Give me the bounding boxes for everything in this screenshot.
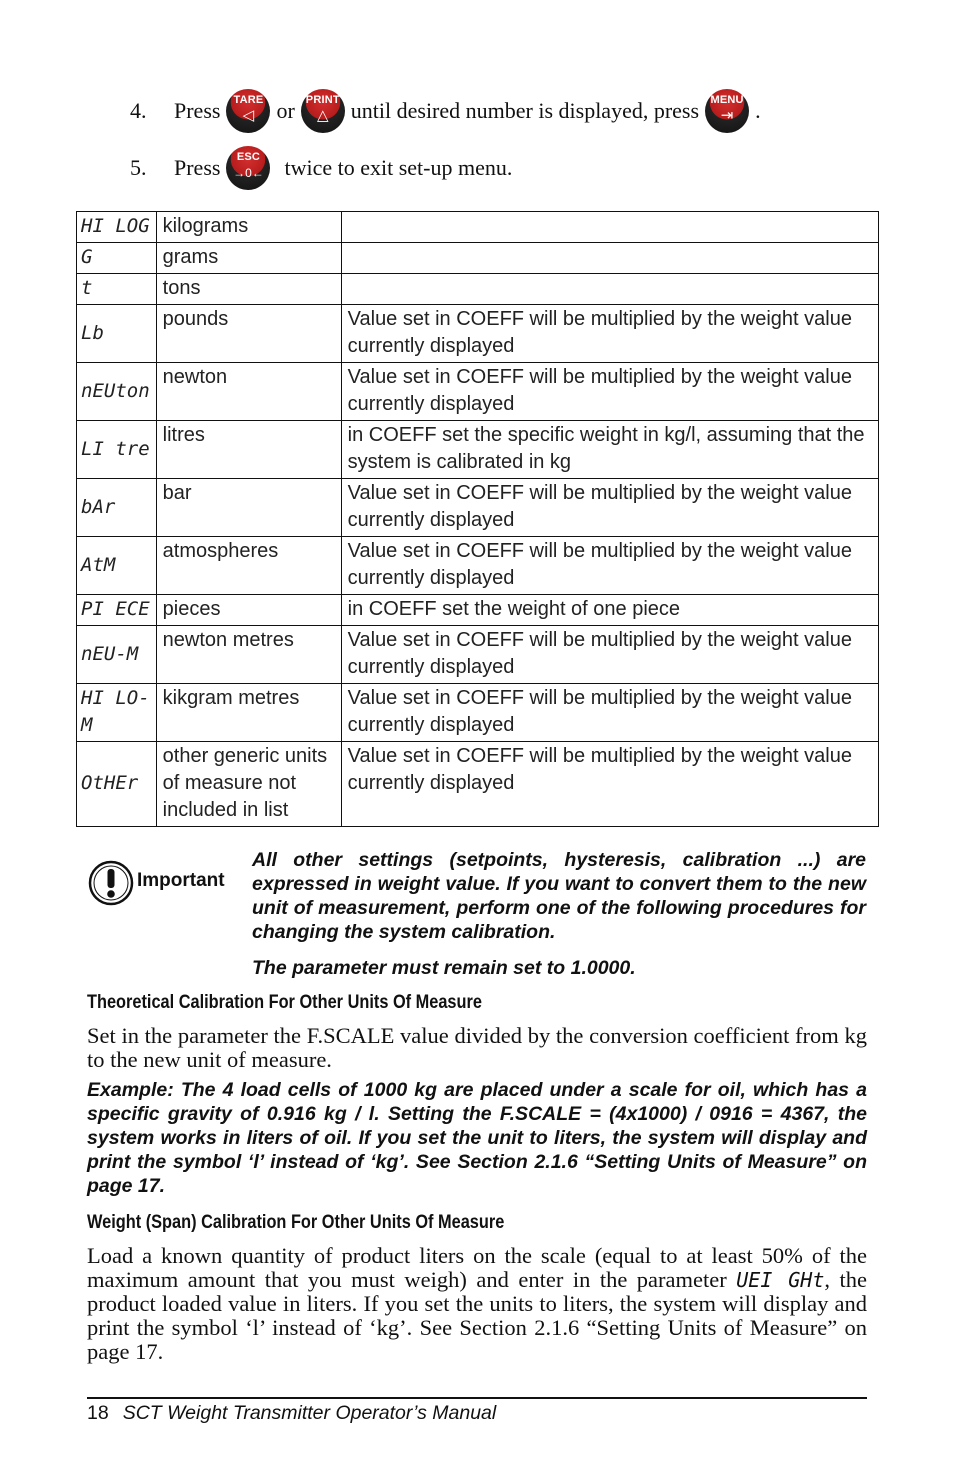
table-row <box>77 742 879 827</box>
important-text: All other settings (setpoints, hysteresis, calibration ...) are expressed in weight value. If you want to convert them to the new unit of measurement, perform one of the following procedures for changing the system calibration. <box>252 849 866 943</box>
units-table <box>76 211 879 827</box>
display-code: HI LOG <box>77 212 157 243</box>
section-body: Load a known quantity of product liters on the scale (equal to at least 50% of the maximum amount that you must weigh) and enter in the parameter UEI GHt, the product loaded value in liters. If you set the units to liters, the system will display and print the symbol ‘l’ instead of ‘kg’. See Section 2.1.6 “Setting Units of Measure” on page 17. <box>87 1243 867 1364</box>
unit-description: Value set in COEFF will be multiplied by the weight value currently displayed <box>341 363 878 421</box>
important-label: Important <box>137 870 225 891</box>
unit-name: other generic units of measure not included in list <box>156 742 341 827</box>
step-text: . <box>755 98 761 123</box>
unit-name: pounds <box>156 305 341 363</box>
unit-name: pieces <box>156 595 341 626</box>
tare-key-icon: TARE ◁ <box>226 89 270 133</box>
unit-description: in COEFF set the weight of one piece <box>341 595 878 626</box>
table-row <box>77 363 879 421</box>
step-number: 5. <box>130 155 147 180</box>
unit-name: grams <box>156 243 341 274</box>
footer-divider <box>87 1397 867 1399</box>
unit-name: tons <box>156 274 341 305</box>
print-key-icon: PRINT △ <box>301 89 345 133</box>
table-row <box>77 274 879 305</box>
menu-key-icon: MENU ⇥ <box>705 89 749 133</box>
unit-name: bar <box>156 479 341 537</box>
unit-description: Value set in COEFF will be multiplied by the weight value currently displayed <box>341 626 878 684</box>
table-row <box>77 305 879 363</box>
display-code: Lb <box>77 305 157 363</box>
step-4 <box>130 89 761 133</box>
display-code: t <box>77 274 157 305</box>
page-number: 18 <box>87 1402 109 1424</box>
section-body: Set in the parameter the F.SCALE value divided by the conversion coefficient from kg to the new unit of measure. <box>87 1023 867 1072</box>
section-heading: Theoretical Calibration For Other Units Of Measure <box>87 992 482 1013</box>
table-row <box>77 421 879 479</box>
table-row <box>77 537 879 595</box>
step-text: Press <box>174 155 221 180</box>
display-code: bAr <box>77 479 157 537</box>
unit-description: Value set in COEFF will be multiplied by the weight value currently displayed <box>341 305 878 363</box>
page-footer <box>87 1402 496 1425</box>
unit-description <box>341 212 878 243</box>
display-code: OtHEr <box>77 742 157 827</box>
unit-description: Value set in COEFF will be multiplied by the weight value currently displayed <box>341 537 878 595</box>
display-code: AtM <box>77 537 157 595</box>
important-note: The parameter must remain set to 1.0000. <box>252 957 636 979</box>
display-code: PI ECE <box>77 595 157 626</box>
unit-name: kilograms <box>156 212 341 243</box>
unit-description <box>341 274 878 305</box>
step-text: twice to exit set-up menu. <box>284 155 513 180</box>
step-text: Press <box>174 98 221 123</box>
esc-key-icon: ESC →0← <box>226 146 270 190</box>
unit-description: Value set in COEFF will be multiplied by the weight value currently displayed <box>341 479 878 537</box>
step-5 <box>130 146 512 190</box>
table-row <box>77 595 879 626</box>
display-code: UEI GHt <box>736 1268 825 1292</box>
unit-description: in COEFF set the specific weight in kg/l, assuming that the system is calibrated in kg <box>341 421 878 479</box>
unit-name: kikgram metres <box>156 684 341 742</box>
display-code: LI tre <box>77 421 157 479</box>
table-row <box>77 212 879 243</box>
unit-description <box>341 243 878 274</box>
section-heading: Weight (Span) Calibration For Other Units Of Measure <box>87 1212 505 1233</box>
step-text: or <box>276 98 295 123</box>
display-code: nEU-M <box>77 626 157 684</box>
display-code: G <box>77 243 157 274</box>
table-row <box>77 243 879 274</box>
unit-description: Value set in COEFF will be multiplied by the weight value currently displayed <box>341 684 878 742</box>
unit-name: newton <box>156 363 341 421</box>
table-row <box>77 626 879 684</box>
table-row <box>77 479 879 537</box>
example-text: Example: The 4 load cells of 1000 kg are placed under a scale for oil, which has a specific gravity of 0.916 kg / l. Setting the F.SCALE = (4x1000) / 0916 = 4367, the system works in liters of oil. If you set the unit to liters, the system will display and print the symbol ‘l’ instead of ‘kg’. See Section 2.1.6 “Setting Units of Measure” on page 17. <box>87 1079 867 1197</box>
manual-title: SCT Weight Transmitter Operator’s Manual <box>122 1402 497 1424</box>
exclamation-icon <box>88 860 134 906</box>
unit-name: newton metres <box>156 626 341 684</box>
display-code: HI LO-M <box>77 684 157 742</box>
display-code: nEUton <box>77 363 157 421</box>
unit-name: atmospheres <box>156 537 341 595</box>
step-number: 4. <box>130 98 147 123</box>
unit-name: litres <box>156 421 341 479</box>
unit-description: Value set in COEFF will be multiplied by the weight value currently displayed <box>341 742 878 827</box>
table-row <box>77 684 879 742</box>
step-text: until desired number is displayed, press <box>350 98 700 123</box>
